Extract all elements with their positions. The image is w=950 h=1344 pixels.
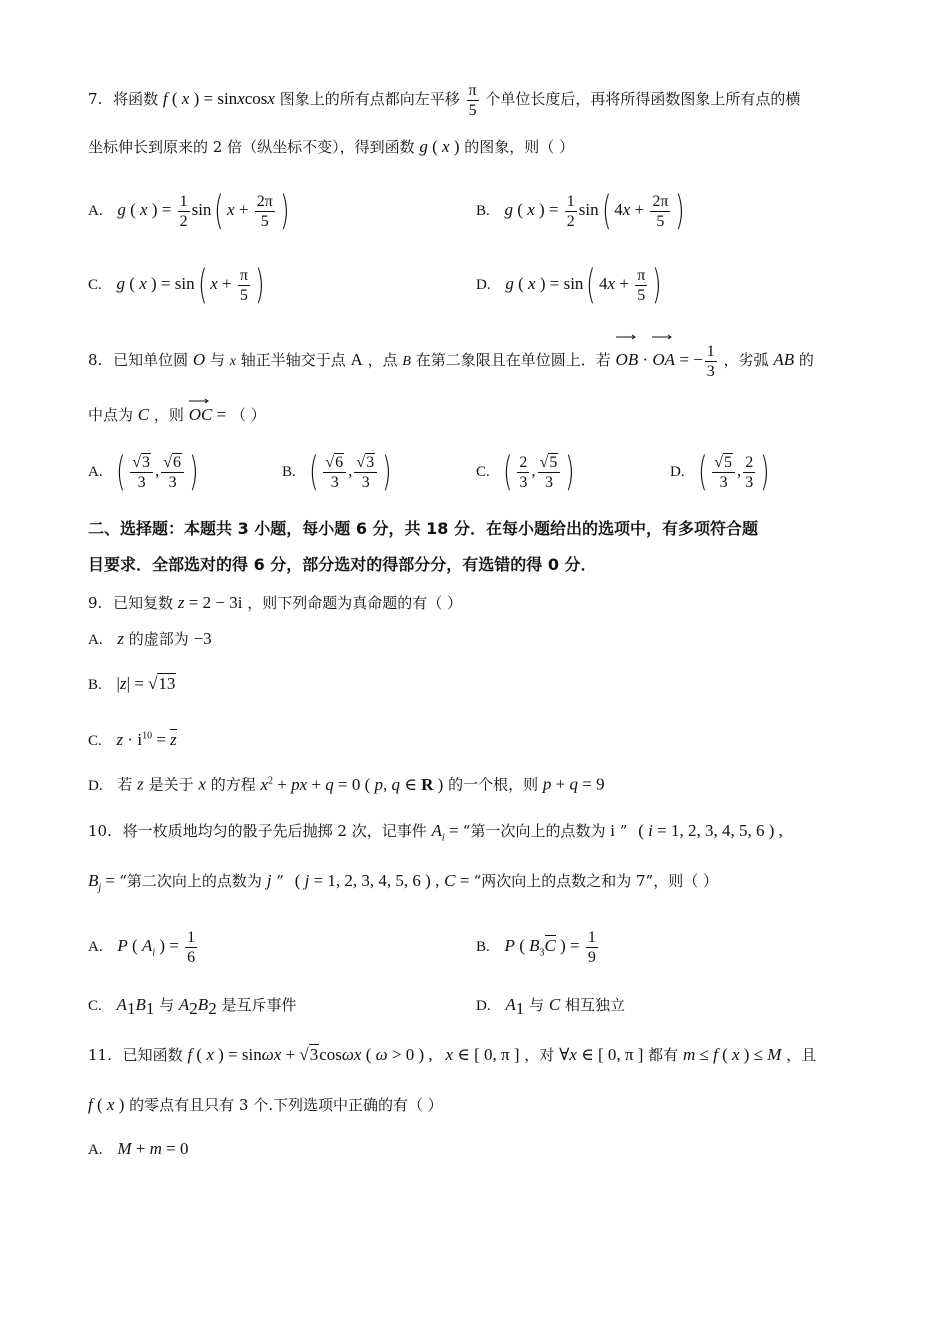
q11-option-a[interactable]: A. M + m = 0: [88, 1139, 189, 1158]
q10-option-d[interactable]: D. $A_1$ 与 C 相互独立: [476, 995, 625, 1018]
q10-option-a[interactable]: A. P ( $A_i$ ) = $\frac{1}{6}$: [88, 928, 196, 966]
q7-option-c[interactable]: C. g ( x ) = sin( x + $\frac{\pi}{5}$ ): [88, 262, 265, 308]
q9-option-b[interactable]: B. |z| = √13: [88, 674, 176, 693]
q8-line1: 8. 已知单位圆 O 与 x 轴正半轴交于点 A ，点 B 在第二象限且在单位圆上．若 OB · OA = − $\frac{1}{3}$ ，劣弧 AB 的: [88, 340, 814, 382]
q7-line1: 7. 将函数 f ( x ) = sinxcosx 图象上的所有点都向左平移 $\frac{\pi}{5}$ 个单位长度后，再将所得函数图象上所有点的横: [88, 81, 801, 119]
q9-option-c[interactable]: C. $z \cdot i^{10} = z$: [88, 729, 177, 749]
q8-option-c[interactable]: C. ( $\frac{2}{3}$ , $\frac{√5}{3}$ ): [476, 449, 575, 495]
q7-option-b[interactable]: B. g ( x ) = $\frac{1}{2}$ sin( 4x + $\frac{2\pi}{5}$ ): [476, 188, 685, 234]
q9-option-d[interactable]: D. 若 z 是关于 x 的方程 $x^2$ + px + q = 0 ( p, q ∈ R ) 的一个根，则 p + q = 9: [88, 774, 605, 794]
q11-line2: f ( x ) 的零点有且只有 3 个.下列选项中正确的有（ ）: [88, 1095, 443, 1114]
q9-option-a[interactable]: A. z 的虚部为 −3: [88, 629, 212, 648]
q11-line1: 11. 已知函数 f ( x ) = sinωx + √3cosωx ( ω > 0 ) , x ∈ [ 0, π ] ，对 ∀x ∈ [ 0, π ] 都有 m ≤ f ( x ) ≤ M ，且: [88, 1045, 817, 1064]
q10-line2: $B_j$ = “第二次向上的点数为 j ” ( j = 1, 2, 3, 4, 5, 6 ) , C = “两次向上的点数之和为 7”，则（ ）: [88, 871, 718, 894]
vector-oc: OC: [189, 404, 213, 426]
q10-option-b[interactable]: B. P ( $B_3C$ ) = $\frac{1}{9}$: [476, 928, 596, 966]
section-heading-line2: 目要求．全部选对的得 6 分，部分选对的得部分分，有选错的得 0 分．: [88, 555, 597, 574]
q10-option-c[interactable]: C. $A_1B_1$ 与 $A_2B_2$ 是互斥事件: [88, 995, 297, 1018]
q7-f-def: f ( x ) = sinxcosx: [162, 89, 275, 108]
q8-option-b[interactable]: B. ( $\frac{√6}{3}$ , $\frac{√3}{3}$ ): [282, 449, 392, 495]
q7-option-a[interactable]: A. g ( x ) = $\frac{1}{2}$ sin( x + $\frac{2\pi}{5}$ ): [88, 188, 290, 234]
q9-stem: 9. 已知复数 z = 2 − 3i ，则下列命题为真命题的有（ ）: [88, 593, 462, 612]
q7-line2: 坐标伸长到原来的 2 倍（纵坐标不变），得到函数 g ( x ) 的图象，则（ ）: [88, 137, 575, 156]
vector-oa: OA: [652, 340, 675, 380]
q7-text: 将函数: [113, 90, 159, 108]
section-heading-line1: 二、选择题：本题共 3 小题，每小题 6 分，共 18 分．在每小题给出的选项中，有多项符合题: [88, 519, 758, 538]
q7-option-d[interactable]: D. g ( x ) = sin( 4x + $\frac{\pi}{5}$ ): [476, 262, 662, 308]
q10-line1: 10. 将一枚质地均匀的骰子先后抛掷 2 次，记事件 $A_i$ = “第一次向上的点数为 i ” ( i = 1, 2, 3, 4, 5, 6 ) ,: [88, 821, 783, 844]
q8-option-d[interactable]: D. ( $\frac{√5}{3}$ , $\frac{2}{3}$ ): [670, 449, 770, 495]
q8-line2: 中点为 C ，则 OC = （ ）: [88, 404, 266, 426]
vector-ob: OB: [616, 340, 639, 380]
pi-over-5: $\frac{\pi}{5}$: [468, 81, 477, 119]
q7-number: 7.: [88, 90, 103, 108]
q8-option-a[interactable]: A. ( $\frac{√3}{3}$ , $\frac{√6}{3}$ ): [88, 449, 199, 495]
